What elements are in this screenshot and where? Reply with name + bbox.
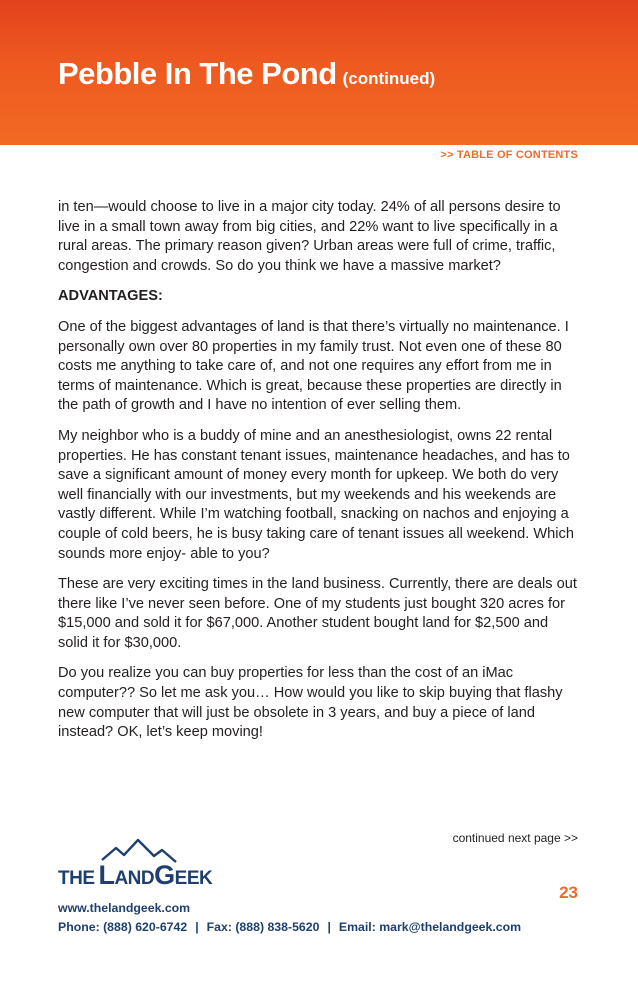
- footer-separator: |: [195, 920, 199, 934]
- page-title: [58, 56, 435, 92]
- footer-website-link[interactable]: www.thelandgeek.com: [58, 901, 191, 915]
- paragraph-land-business: These are very exciting times in the land business. Currently, there are deals out there like I’ve never seen before. One of my students just bought 320 acres for $15,000 and sold it for $67,000. Another student bought land for $2,500 and solid it for $30,000.: [58, 576, 577, 651]
- header-banner: [0, 0, 638, 145]
- page-title-text: Pebble In The Pond: [58, 56, 337, 91]
- page-number: 23: [559, 883, 578, 902]
- footer-phone: Phone: (888) 620-6742: [58, 920, 188, 934]
- page-title-subtitle: (continued): [342, 69, 436, 88]
- paragraph-neighbor: My neighbor who is a buddy of mine and an anesthesiologist, owns 22 rental properties. He has constant tenant issues, maintenance headaches, and has to save a significant amount of money every month for upkeep. We both do very well financially with our investments, but my weekends and his weekends are vastly different. While I’m watching football, snacking on nachos and enjoying a couple of cold beers, he is busy taking care of tenant issues all weekend. Which sounds more enjoy- able to you?: [58, 427, 574, 562]
- table-of-contents-link[interactable]: >> TABLE OF CONTENTS: [440, 149, 578, 161]
- continued-next-page-link[interactable]: continued next page >>: [452, 831, 578, 845]
- section-heading-advantages: ADVANTAGES:: [58, 288, 163, 305]
- paragraph-maintenance: One of the biggest advantages of land is that there’s virtually no maintenance. I personally own over 80 properties in my family trust. Not even one of these 80 costs me anything to take care of, and not one requires any effort from me in terms of maintenance. Which is great, because these properties are directly in the path of growth and I have no intention of ever selling them.: [58, 318, 569, 414]
- logo-wordmark: THE LANDGEEK: [58, 860, 213, 890]
- paragraph-imac: Do you realize you can buy properties for less than the cost of an iMac computer?? So let me ask you… How would you like to skip buying that flashy new computer that will just be obsolete in 3 years, and buy a piece of land instead? OK, let’s keep moving!: [58, 665, 563, 741]
- landgeek-logo: [58, 838, 218, 894]
- footer: [58, 899, 598, 937]
- footer-separator: |: [327, 920, 331, 934]
- article-body: [58, 198, 582, 754]
- footer-fax: Fax: (888) 838-5620: [206, 920, 320, 934]
- footer-email-link[interactable]: Email: mark@thelandgeek.com: [338, 920, 522, 934]
- paragraph-intro: in ten—would choose to live in a major city today. 24% of all persons desire to live in a small town away from big cities, and 22% want to live specifically in a rural areas. The primary reason given? Urban areas were full of crime, traffic, congestion and crowds. So do you think we have a massive market?: [58, 199, 561, 274]
- footer-contact-line: [58, 918, 598, 937]
